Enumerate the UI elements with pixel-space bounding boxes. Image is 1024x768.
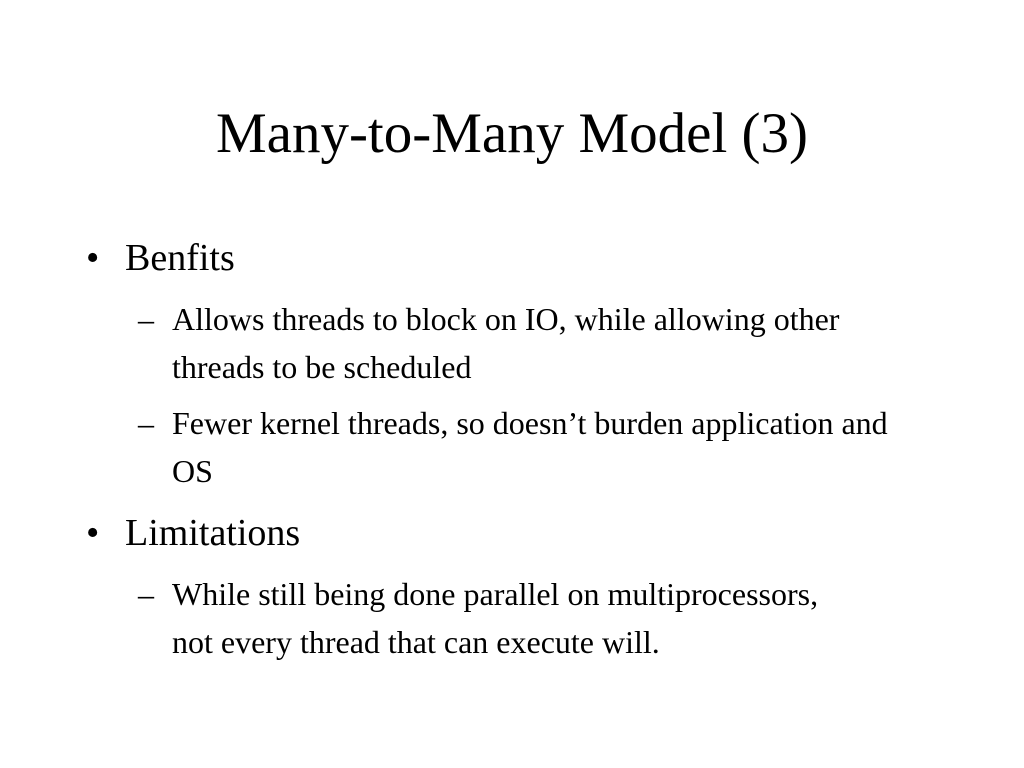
bullet-dot-icon: • [86, 237, 100, 279]
dash-icon: – [138, 576, 154, 612]
bullet-heading-limitations: Limitations [125, 512, 301, 554]
sub-bullet-limitation-1 [138, 570, 838, 666]
bullet-dot-icon: • [86, 512, 100, 554]
sub-bullet-benefit-2 [138, 399, 918, 495]
sub-bullet-text: Allows threads to block on IO, while allowing other threads to be scheduled [172, 301, 840, 385]
slide-title: Many-to-Many Model (3) [215, 102, 809, 165]
dash-icon: – [138, 405, 154, 441]
bullet-heading-benefits: Benfits [125, 237, 235, 279]
sub-bullet-benefit-1 [138, 295, 918, 391]
sub-bullet-text: Fewer kernel threads, so doesn’t burden application and OS [172, 405, 888, 489]
dash-icon: – [138, 301, 154, 337]
sub-bullet-text: While still being done parallel on multiprocessors, not every thread that can execute will. [172, 576, 819, 660]
